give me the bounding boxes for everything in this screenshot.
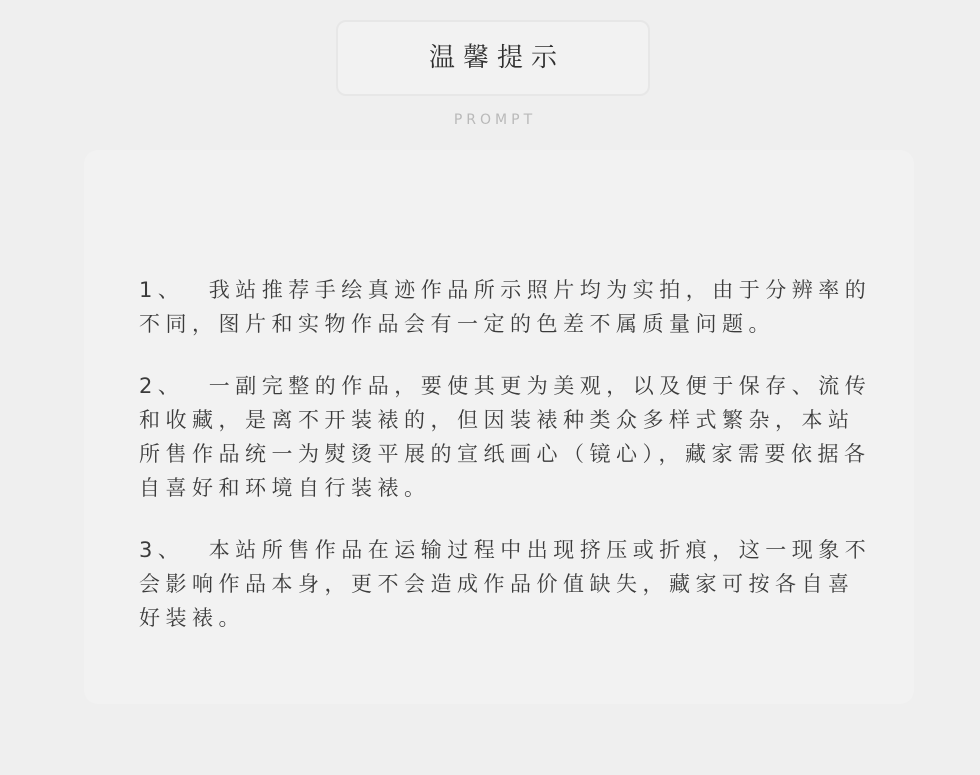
title-box: [336, 20, 650, 96]
notice-paragraph-1: 1、 我站推荐手绘真迹作品所示照片均为实拍，由于分辨率的不同，图片和实物作品会有一定的色差不属质量问题。: [139, 278, 872, 336]
notice-paragraph-3: 3、 本站所售作品在运输过程中出现挤压或折痕，这一现象不会影响作品本身，更不会造成作品价值缺失，藏家可按各自喜好装裱。: [139, 538, 872, 630]
page-subtitle: PROMPT: [453, 112, 537, 128]
notice-content: [139, 273, 879, 635]
notice-paragraph-2: 2、 一副完整的作品，要使其更为美观，以及便于保存、流传和收藏，是离不开装裱的，但因装裱种类众多样式繁杂，本站所售作品统一为熨烫平展的宣纸画心（镜心），藏家需要依据各自喜好和环境自行装裱。: [139, 374, 872, 500]
page-title: 温馨提示: [428, 43, 565, 73]
